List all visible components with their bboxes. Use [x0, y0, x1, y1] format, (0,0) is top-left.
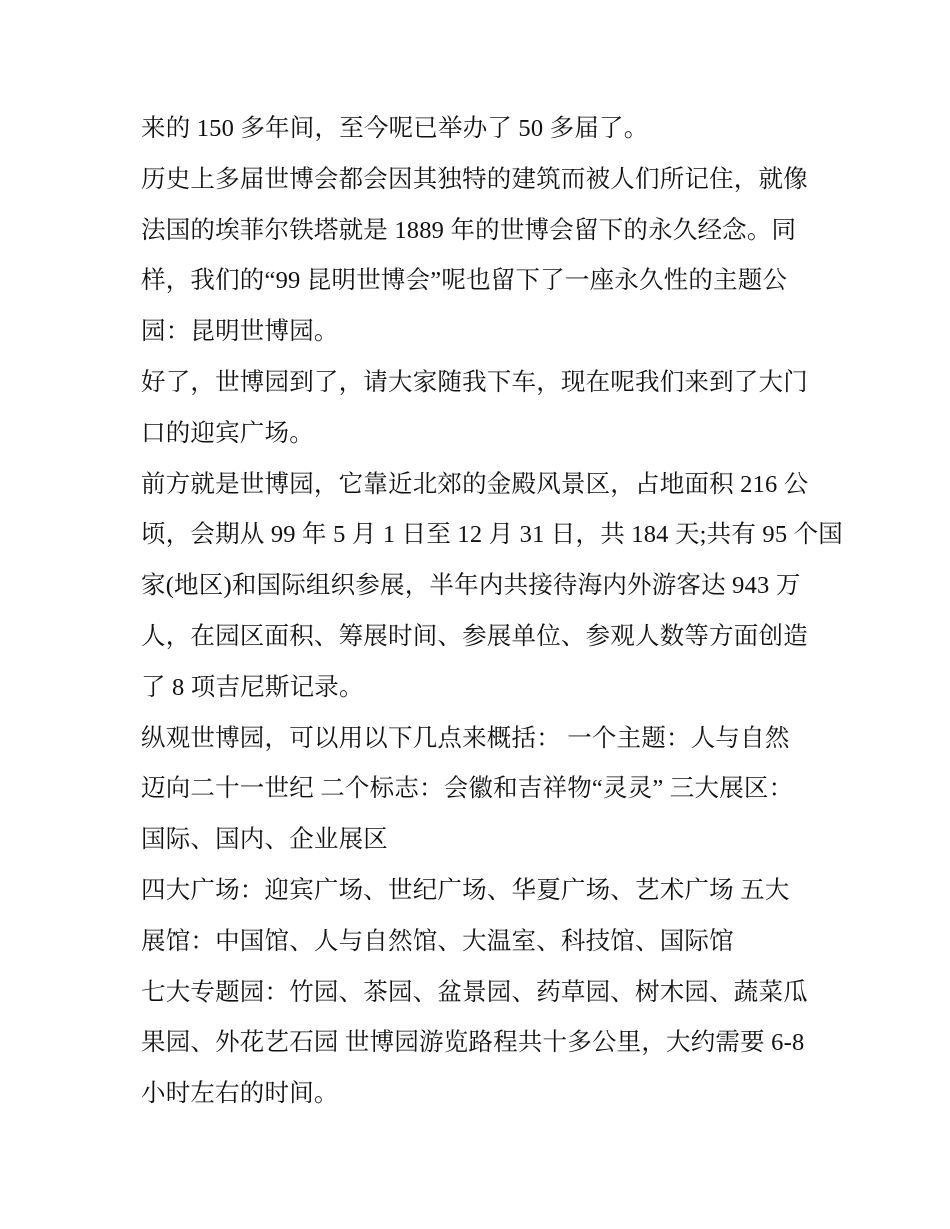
text-line: 小时左右的时间。 — [141, 1080, 339, 1108]
body-text — [141, 104, 844, 1120]
text-line: 好了，世博园到了，请大家随我下车，现在呢我们来到了大门 — [141, 368, 808, 396]
text-line: 纵观世博园，可以用以下几点来概括： 一个主题：人与自然 — [141, 724, 790, 752]
text-line: 国际、国内、企业展区 — [141, 826, 388, 854]
text-line: 顷，会期从 99 年 5 月 1 日至 12 月 31 日，共 184 天;共有 95 个国 — [141, 521, 844, 549]
text-line: 样，我们的“99 昆明世博会”呢也留下了一座永久性的主题公 — [141, 267, 788, 295]
text-line: 四大广场：迎宾广场、世纪广场、华夏广场、艺术广场 五大 — [141, 876, 790, 904]
text-line: 展馆：中国馆、人与自然馆、大温室、科技馆、国际馆 — [141, 927, 734, 955]
text-line: 来的 150 多年间，至今呢已举办了 50 多届了。 — [141, 115, 649, 142]
text-line: 了 8 项吉尼斯记录。 — [141, 673, 364, 701]
text-line: 法国的埃菲尔铁塔就是 1889 年的世博会留下的永久经念。同 — [141, 216, 797, 244]
text-line: 迈向二十一世纪 二个标志：会徽和吉祥物“灵灵” 三大展区： — [141, 775, 794, 803]
text-line: 七大专题园：竹园、茶园、盆景园、药草园、树木园、蔬菜瓜 — [141, 978, 808, 1006]
text-line: 历史上多届世博会都会因其独特的建筑而被人们所记住，就像 — [141, 165, 808, 193]
text-line: 口的迎宾广场。 — [141, 419, 314, 447]
text-line: 前方就是世博园，它靠近北郊的金殿风景区，占地面积 216 公 — [141, 470, 809, 498]
text-line: 家(地区)和国际组织参展，半年内共接待海内外游客达 943 万 — [141, 572, 801, 600]
text-line: 人，在园区面积、筹展时间、参展单位、参观人数等方面创造 — [141, 622, 808, 650]
text-line: 园：昆明世博园。 — [141, 318, 339, 346]
text-line: 果园、外花艺石园 世博园游览路程共十多公里，大约需要 6-8 — [141, 1029, 805, 1057]
